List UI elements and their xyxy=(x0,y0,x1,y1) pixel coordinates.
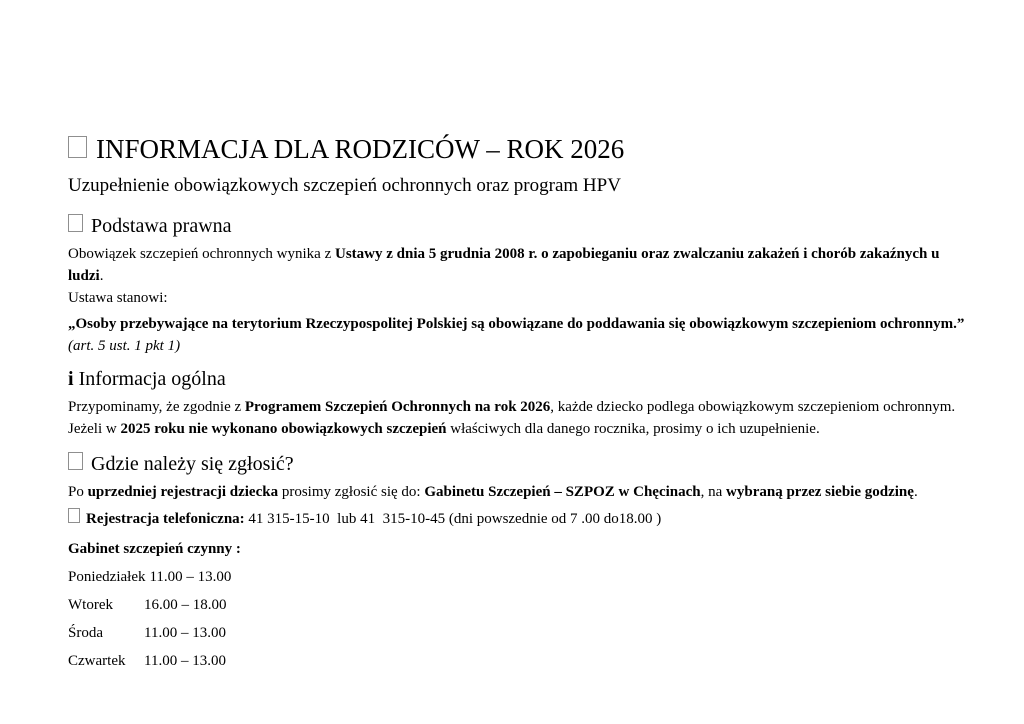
schedule-row xyxy=(68,650,968,672)
legal-quote-reference: (art. 5 ust. 1 pkt 1) xyxy=(68,338,181,354)
where-text: prosimy zgłosić się do: xyxy=(278,484,425,500)
schedule-day: Czwartek xyxy=(68,653,126,669)
schedule-hours: 16.00 – 18.00 xyxy=(144,597,227,613)
legal-quote: „Osoby przebywające na terytorium Rzeczypospolitej Polskiej są obowiązane do poddawania się obowiązkowym szczepieniom ochronnym.” xyxy=(68,316,965,332)
schedule-day: Poniedziałek xyxy=(68,569,146,585)
phone-registration-line xyxy=(68,508,968,530)
missing-glyph-icon xyxy=(68,508,80,523)
clinic-name: Gabinetu Szczepień – SZPOZ w Chęcinach xyxy=(424,484,701,500)
schedule-hours: 11.00 – 13.00 xyxy=(149,569,232,585)
legal-text: . xyxy=(99,268,104,284)
schedule-day: Środa xyxy=(68,625,103,641)
missing-glyph-icon xyxy=(68,452,83,470)
where-text: . xyxy=(913,484,918,500)
general-info-text: właściwych dla danego rocznika, prosimy o ich uzupełnienie. xyxy=(446,421,820,437)
where-heading-text: Gdzie należy się zgłosić? xyxy=(91,453,294,475)
schedule-hours: 11.00 – 13.00 xyxy=(144,625,226,641)
section-heading-legal-basis xyxy=(68,214,968,239)
chosen-time-note: wybraną przez siebie godzinę xyxy=(726,484,914,500)
missed-vaccinations-note: 2025 roku nie wykonano obowiązkowych szczepień xyxy=(120,421,447,437)
document-content xyxy=(68,133,968,672)
missing-glyph-icon xyxy=(68,214,83,232)
registration-note: uprzedniej rejestracji dziecka xyxy=(87,484,279,500)
legal-paragraph xyxy=(68,243,968,309)
schedule-day: Wtorek xyxy=(68,597,113,613)
where-text: Po xyxy=(68,484,88,500)
general-info-heading-text: Informacja ogólna xyxy=(78,368,226,390)
schedule-row xyxy=(68,566,968,588)
schedule-row xyxy=(68,594,968,616)
page-subtitle: Uzupełnienie obowiązkowych szczepień ochronnych oraz program HPV xyxy=(68,175,621,196)
schedule-heading: Gabinet szczepień czynny : xyxy=(68,541,241,557)
legal-text: Obowiązek szczepień ochronnych wynika z xyxy=(68,246,335,262)
general-info-paragraph xyxy=(68,396,968,440)
legal-heading-text: Podstawa prawna xyxy=(91,215,232,237)
page-title-text: INFORMACJA DLA RODZICÓW – ROK 2026 xyxy=(96,134,625,164)
section-heading-where-to-go xyxy=(68,452,968,477)
missing-glyph-icon xyxy=(68,136,87,158)
schedule-hours: 11.00 – 13.00 xyxy=(144,653,226,669)
program-name: Programem Szczepień Ochronnych na rok 2026 xyxy=(244,399,551,415)
legal-text: Ustawa stanowi: xyxy=(68,290,168,306)
general-info-text: Przypominamy, że zgodnie z xyxy=(68,399,245,415)
section-heading-general-info xyxy=(68,366,968,392)
legal-act-name: Ustawy z dnia 5 grudnia 2008 r. o zapobieganiu oraz zwalczaniu zakażeń i chorób zakaźnych u ludzi xyxy=(68,246,940,284)
legal-quote-block xyxy=(68,313,968,357)
where-paragraph xyxy=(68,481,968,503)
general-info-text: Jeżeli w xyxy=(68,421,121,437)
phone-registration-label: Rejestracja telefoniczna: xyxy=(86,511,245,527)
info-icon: i xyxy=(68,368,74,390)
page-title xyxy=(68,133,968,165)
where-text: , na xyxy=(700,484,727,500)
phone-numbers: 41 315-15-10 lub 41 315-10-45 (dni powszednie od 7 .00 do18.00 ) xyxy=(244,511,662,527)
general-info-text: , każde dziecko podlega obowiązkowym szczepieniom ochronnym. xyxy=(550,399,956,415)
schedule-row xyxy=(68,622,968,644)
